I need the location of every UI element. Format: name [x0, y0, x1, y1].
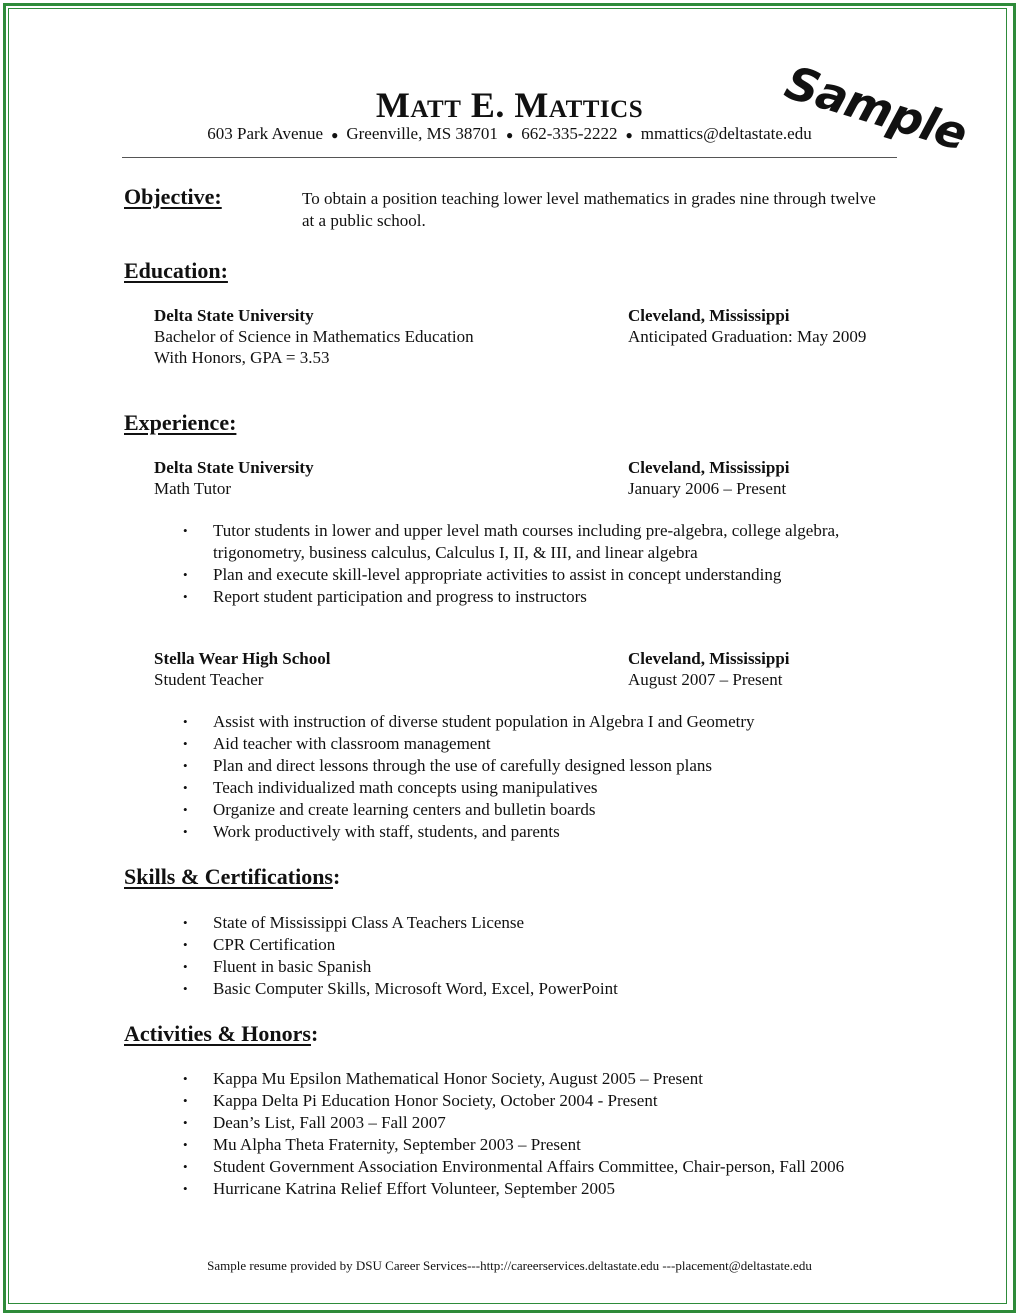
phone: 662-335-2222 [521, 124, 618, 143]
job-dates: January 2006 – Present [628, 479, 787, 498]
page-footer: Sample resume provided by DSU Career Services---http://careerservices.deltastate.edu ---placement@deltastate.edu [207, 1258, 812, 1273]
job-location: Cleveland, Mississippi [628, 649, 790, 668]
list-item: • Hurricane Katrina Relief Effort Volunteer, September 2005 [183, 1179, 615, 1198]
list-item: • CPR Certification [183, 935, 336, 954]
education-degree: Bachelor of Science in Mathematics Education [154, 327, 474, 346]
bullet-icon: • [183, 1115, 188, 1130]
bullet-icon: • [183, 758, 188, 773]
list-item: • Tutor students in lower and upper level math courses including pre-algebra, college algebra, trigonometry, business calculus, Calculus I, II, & III, and linear algebra [183, 521, 840, 562]
skills-list [183, 912, 903, 1000]
separator-bullet: ● [625, 127, 633, 142]
header-divider [122, 157, 897, 158]
bullet-icon: • [183, 937, 188, 952]
bullet-icon: • [183, 1159, 188, 1174]
separator-bullet: ● [505, 127, 514, 142]
list-item: • Dean’s List, Fall 2003 – Fall 2007 [183, 1113, 446, 1132]
sample-watermark: Sample [779, 55, 973, 162]
list-item: • State of Mississippi Class A Teachers License [183, 913, 525, 932]
list-item: • Fluent in basic Spanish [183, 957, 372, 976]
resume-name: Matt E. Mattics [375, 85, 644, 125]
list-item: • Assist with instruction of diverse student population in Algebra I and Geometry [183, 712, 755, 731]
bullet-icon: • [183, 1071, 188, 1086]
city: Greenville, MS 38701 [346, 124, 498, 143]
job-title: Student Teacher [154, 670, 264, 689]
list-item: • Mu Alpha Theta Fraternity, September 2003 – Present [183, 1135, 581, 1154]
bullet-icon: • [183, 824, 188, 839]
list-item: • Report student participation and progress to instructors [183, 587, 587, 606]
education-graduation: Anticipated Graduation: May 2009 [628, 327, 867, 346]
bullet-icon: • [183, 1181, 188, 1196]
bullet-icon: • [183, 915, 188, 930]
education-honors: With Honors, GPA = 3.53 [154, 348, 330, 367]
separator-bullet: ● [331, 127, 339, 142]
contact-line [0, 124, 1019, 144]
objective-heading: Objective: [124, 184, 222, 209]
bullet-icon: • [183, 959, 188, 974]
bullet-icon: • [183, 981, 188, 996]
list-item: • Student Government Association Environmental Affairs Committee, Chair-person, Fall 2006 [183, 1157, 845, 1176]
bullet-icon: • [183, 1137, 188, 1152]
skills-heading: Skills & Certifications: [124, 864, 341, 889]
email: mmattics@deltastate.edu [640, 124, 812, 143]
list-item: • Kappa Delta Pi Education Honor Society, October 2004 - Present [183, 1091, 658, 1110]
list-item: • Teach individualized math concepts using manipulatives [183, 778, 598, 797]
education-location: Cleveland, Mississippi [628, 306, 790, 325]
objective-text: To obtain a position teaching lower level mathematics in grades nine through twelve at a public school. [302, 189, 876, 230]
list-item: • Aid teacher with classroom management [183, 734, 491, 753]
activities-list [183, 1068, 913, 1200]
list-item: • Work productively with staff, students, and parents [183, 822, 560, 841]
job-title: Math Tutor [154, 479, 231, 498]
list-item: • Plan and direct lessons through the use of carefully designed lesson plans [183, 756, 713, 775]
bullet-icon: • [183, 567, 188, 582]
bullet-icon: • [183, 523, 188, 538]
list-item: • Organize and create learning centers and bulletin boards [183, 800, 596, 819]
job-location: Cleveland, Mississippi [628, 458, 790, 477]
bullet-icon: • [183, 780, 188, 795]
experience-heading: Experience: [124, 410, 237, 435]
job-org: Delta State University [154, 458, 314, 477]
bullet-icon: • [183, 802, 188, 817]
job-dates: August 2007 – Present [628, 670, 783, 689]
bullet-icon: • [183, 589, 188, 604]
list-item: • Basic Computer Skills, Microsoft Word, Excel, PowerPoint [183, 979, 618, 998]
bullet-icon: • [183, 714, 188, 729]
activities-heading: Activities & Honors: [124, 1021, 319, 1046]
address: 603 Park Avenue [207, 124, 324, 143]
bullet-icon: • [183, 736, 188, 751]
list-item: • Kappa Mu Epsilon Mathematical Honor Society, August 2005 – Present [183, 1069, 703, 1088]
list-item: • Plan and execute skill-level appropriate activities to assist in concept understanding [183, 565, 782, 584]
job-bullets [183, 711, 903, 843]
education-school: Delta State University [154, 306, 314, 325]
job-org: Stella Wear High School [154, 649, 331, 668]
job-bullets [183, 520, 893, 608]
bullet-icon: • [183, 1093, 188, 1108]
education-heading: Education: [124, 258, 228, 283]
